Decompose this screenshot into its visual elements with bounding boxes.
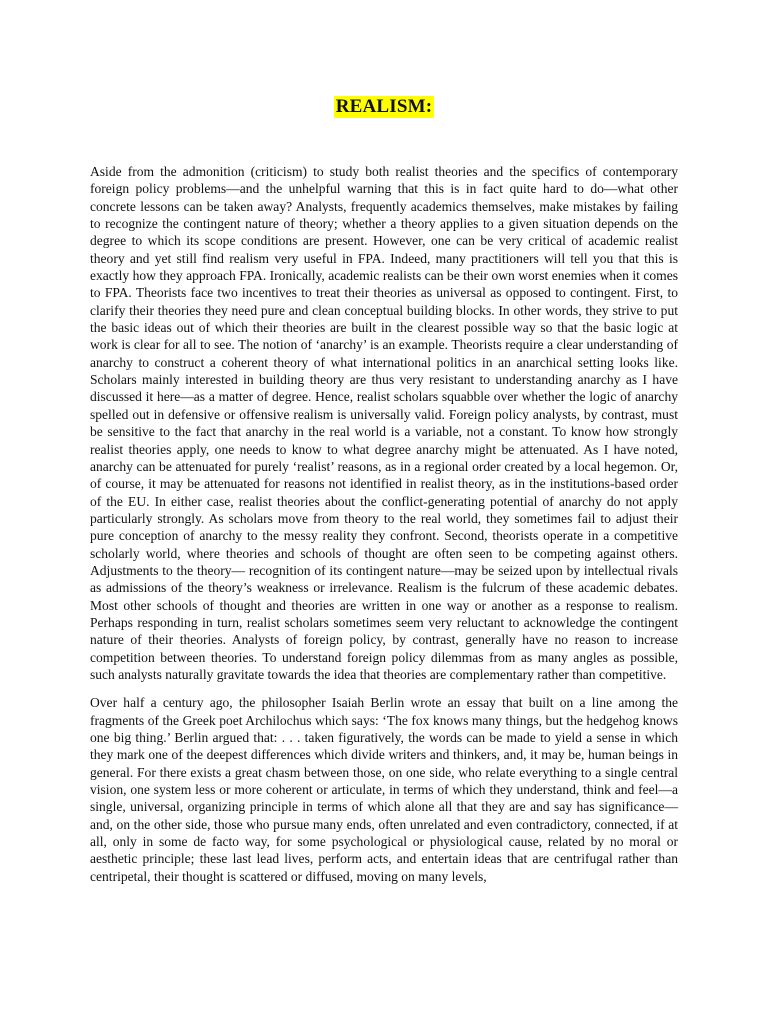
paragraph-2: Over half a century ago, the philosopher Isaiah Berlin wrote an essay that built on a line among the fragments of the Greek poet Archilochus which says: ‘The fox knows many things, but the hedgehog knows one big thing.’ Berlin argued that: . . . taken figuratively, the words can be made to yield a sense in which they mark one of the deepest differences which divide writers and thinkers, and, it may be, human beings in general. For there exists a great chasm between those, on one side, who relate everything to a single central vision, one system less or more coherent or articulate, in terms of which they understand, think and feel—a single, universal, organizing principle in terms of which alone all that they are and say has significance—and, on the other side, those who pursue many ends, often unrelated and even contradictory, connected, if at all, only in some de facto way, for some psychological or physiological cause, related by no moral or aesthetic principle; these last lead lives, perform acts, and entertain ideas that are centrifugal rather than centripetal, their thought is scattered or diffused, moving on many levels, bbox=[90, 695, 678, 884]
page-title: REALISM: bbox=[335, 96, 433, 117]
document-body bbox=[90, 163, 678, 885]
title-container bbox=[0, 96, 768, 118]
paragraph-1: Aside from the admonition (criticism) to study both realist theories and the specifics of contemporary foreign policy problems—and the unhelpful warning that this is in fact quite hard to do—what other concrete lessons can be taken away? Analysts, frequently academics themselves, make mistakes by failing to recognize the contingent nature of theory; whether a theory applies to a given situation depends on the degree to which its scope conditions are present. However, one can be very critical of academic realist theory and yet still find realism very useful in FPA. Indeed, many practitioners will tell you that this is exactly how they approach FPA. Ironically, academic realists can be their own worst enemies when it comes to FPA. Theorists face two incentives to treat their theories as universal as opposed to contingent. First, to clarify their theories they need pure and clean conceptual building blocks. In other words, they strive to put the basic ideas out of which their theories are built in the clearest possible way so that the basic logic at work is clear for all to see. The notion of ‘anarchy’ is an example. Theorists require a clear understanding of anarchy to construct a coherent theory of what international politics in an anarchical setting looks like. Scholars mainly interested in building theory are thus very resistant to understanding anarchy as I have discussed it here—as a matter of degree. Hence, realist scholars squabble over whether the logic of anarchy spelled out in defensive or offensive realism is universally valid. Foreign policy analysts, by contrast, must be sensitive to the fact that anarchy in the real world is a variable, not a constant. To know how strongly realist theories apply, one needs to know to what degree anarchy might be attenuated. As I have noted, anarchy can be attenuated for purely ‘realist’ reasons, as in a regional order created by a local hegemon. Or, of course, it may be attenuated for reasons not identified in realist theory, as in the institutions-based order of the EU. In either case, realist theories about the conflict-generating potential of anarchy do not apply particularly strongly. As scholars move from theory to the real world, they sometimes fail to adjust their pure conception of anarchy to the messy reality they confront. Second, theorists operate in a competitive scholarly world, where theories and schools of thought are often seen to be competing against others. Adjustments to the theory— recognition of its contingent nature—may be seized upon by intellectual rivals as admissions of the theory’s weakness or irrelevance. Realism is the fulcrum of these academic debates. Most other schools of thought and theories are written in one way or another as a response to realism. Perhaps responding in turn, realist scholars sometimes seem very reluctant to acknowledge the contingent nature of their theories. Analysts of foreign policy, by contrast, generally have no reason to increase competition between theories. To understand foreign policy dilemmas from as many angles as possible, such analysts naturally gravitate towards the idea that theories are complementary rather than competitive. bbox=[90, 164, 678, 682]
